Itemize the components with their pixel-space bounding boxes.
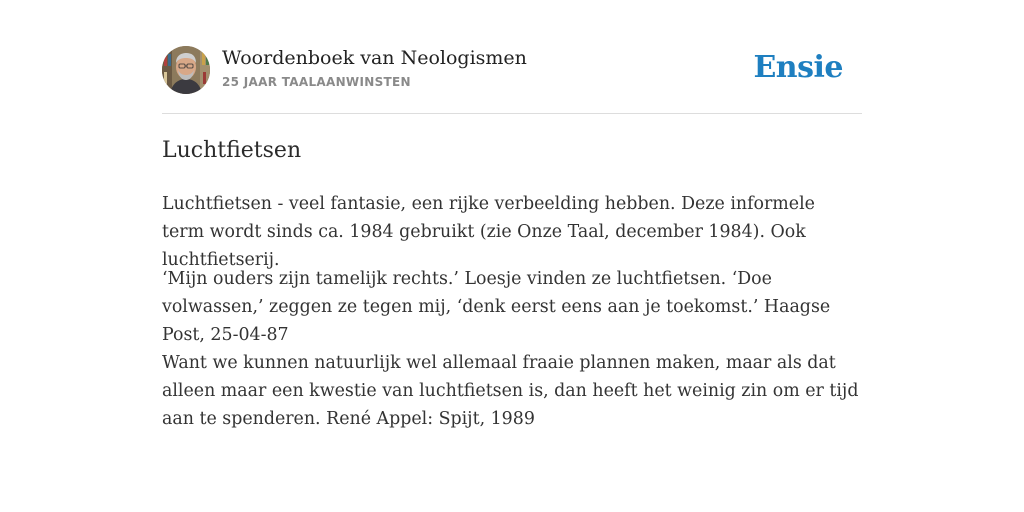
avatar[interactable] (162, 46, 210, 94)
ensie-logo[interactable]: Ensie (753, 50, 843, 85)
entry-quote-2: Want we kunnen natuurlijk wel allemaal fraaie plannen maken, maar als dat alleen maar een kwestie van luchtfietsen is, dan heeft het weinig zin om er tijd aan te spenderen. René Appel: Spijt, 1989 (162, 353, 859, 429)
entry-card (162, 0, 862, 512)
author-subtitle: 25 JAAR TAALAANWINSTEN (222, 75, 411, 89)
entry-header (162, 46, 862, 96)
author-avatar-icon (162, 46, 210, 94)
entry-definition: Luchtfietsen - veel fantasie, een rijke verbeelding hebben. Deze informele term wordt sinds ca. 1984 gebruikt (zie Onze Taal, december 1984). Ook luchtfietserij. (162, 194, 815, 270)
entry-quote-1: ‘Mijn ouders zijn tamelijk rechts.’ Loesje vinden ze luchtfietsen. ‘Doe volwassen,’ zeggen ze tegen mij, ‘denk eerst eens aan je toekomst.’ Haagse Post, 25-04-87 (162, 269, 831, 345)
header-divider (162, 113, 862, 114)
entry-title: Luchtfietsen (162, 138, 302, 163)
author-name[interactable]: Woordenboek van Neologismen (222, 47, 527, 69)
